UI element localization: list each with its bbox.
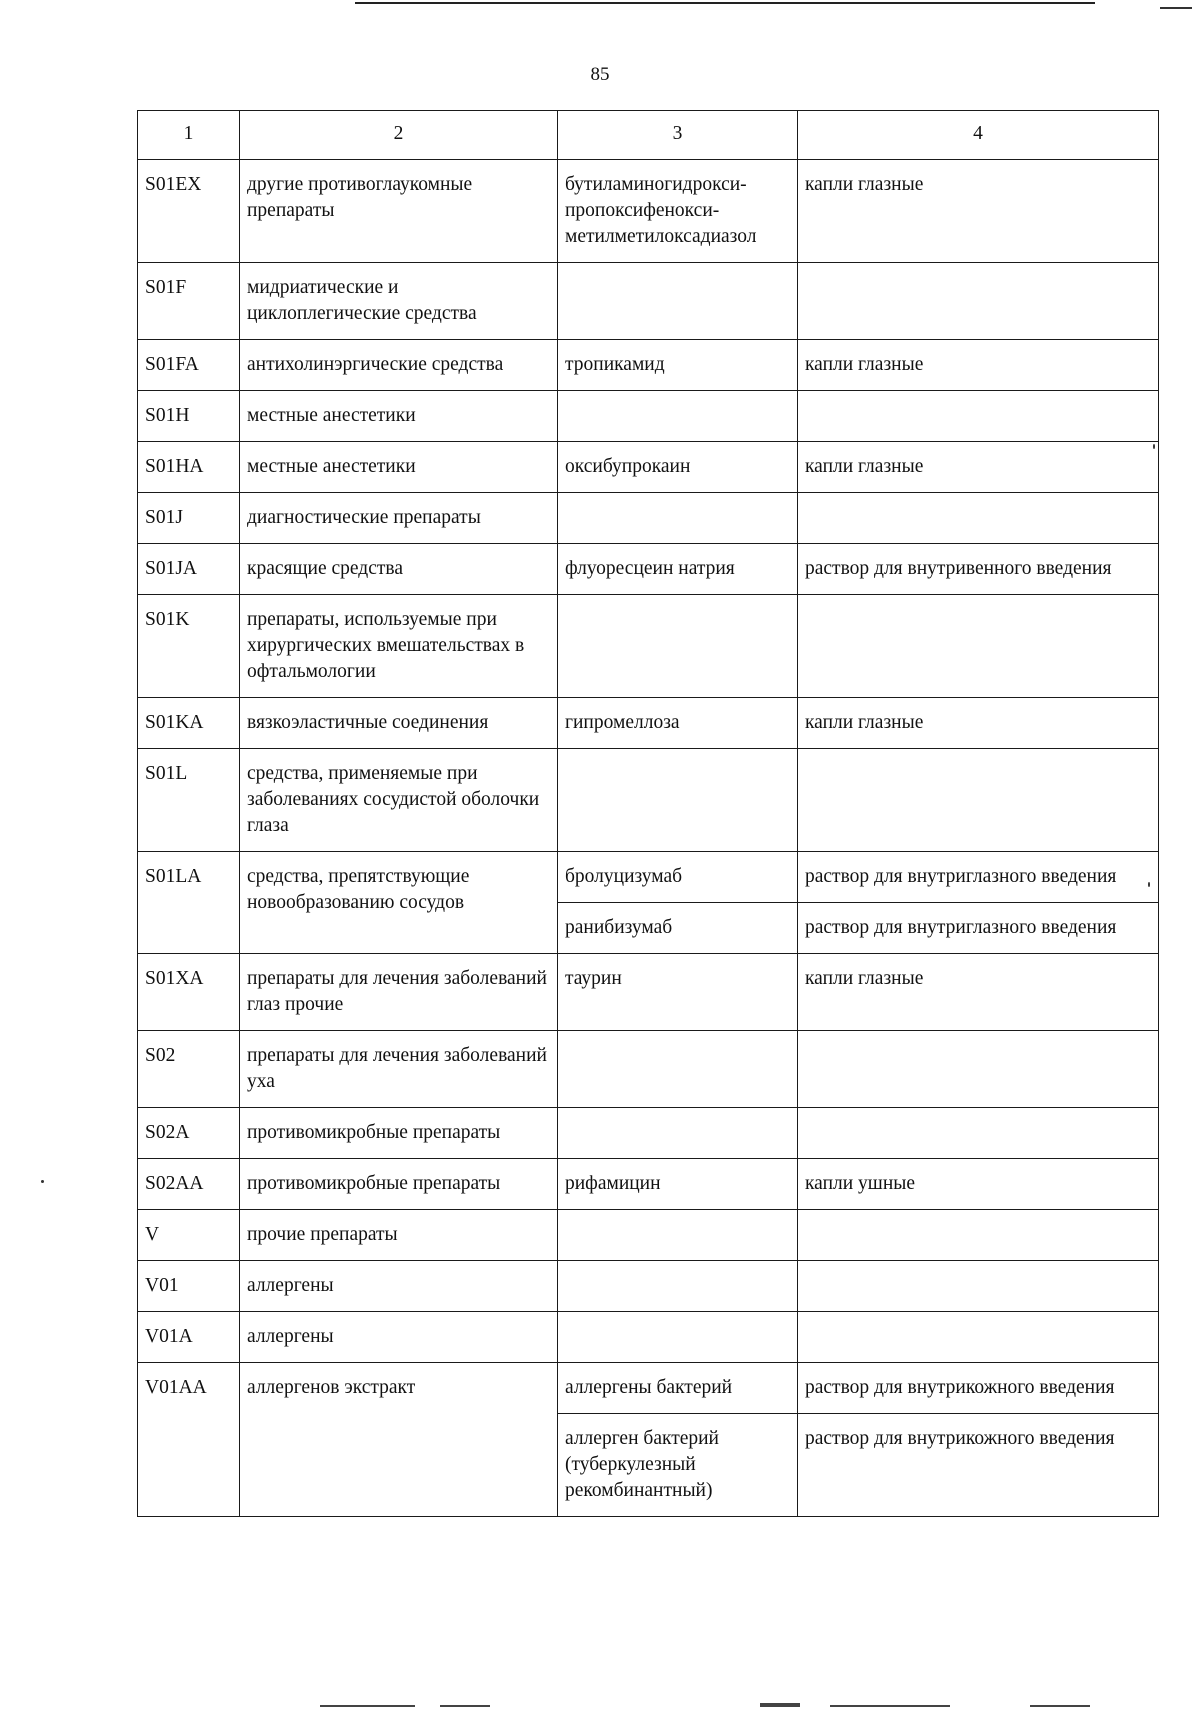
anatomical-therapeutic-group-cell: противомикробные препараты: [240, 1108, 558, 1159]
drug-name-cell: [558, 391, 798, 442]
atc-code-cell: V01AA: [138, 1363, 240, 1517]
dosage-form-cell: раствор для внутрикожного введения: [798, 1414, 1159, 1517]
table-row: [138, 391, 1159, 442]
atc-code-cell: S02A: [138, 1108, 240, 1159]
table-row: [138, 595, 1159, 698]
dosage-form-cell: [798, 1031, 1159, 1108]
drug-name-cell: [558, 263, 798, 340]
scan-bottom-mark: [760, 1703, 800, 1707]
table-row: [138, 1210, 1159, 1261]
table-row: [138, 1261, 1159, 1312]
anatomical-therapeutic-group-cell: другие противоглаукомные препараты: [240, 160, 558, 263]
drug-name-cell: [558, 749, 798, 852]
column-number-3: 3: [558, 111, 798, 160]
table-row: [138, 1031, 1159, 1108]
dosage-form-cell: [798, 263, 1159, 340]
atc-code-cell: S01HA: [138, 442, 240, 493]
scan-speck: [1148, 882, 1150, 887]
table-row: [138, 544, 1159, 595]
table-row: [138, 442, 1159, 493]
dosage-form-cell: раствор для внутривенного введения: [798, 544, 1159, 595]
atc-code-cell: S01K: [138, 595, 240, 698]
anatomical-therapeutic-group-cell: вязкоэластичные соединения: [240, 698, 558, 749]
scan-edge-line: [355, 2, 1095, 4]
anatomical-therapeutic-group-cell: препараты для лечения заболеваний глаз прочие: [240, 954, 558, 1031]
drug-name-cell: аллергены бактерий: [558, 1363, 798, 1414]
table-row: [138, 1363, 1159, 1414]
anatomical-therapeutic-group-cell: местные анестетики: [240, 391, 558, 442]
dosage-form-cell: капли глазные: [798, 442, 1159, 493]
dosage-form-cell: капли глазные: [798, 954, 1159, 1031]
drug-name-cell: [558, 1261, 798, 1312]
drug-name-cell: таурин: [558, 954, 798, 1031]
drug-name-cell: тропикамид: [558, 340, 798, 391]
dosage-form-cell: раствор для внутриглазного введения: [798, 852, 1159, 903]
drug-name-cell: [558, 1210, 798, 1261]
dosage-form-cell: [798, 1312, 1159, 1363]
dosage-form-cell: капли глазные: [798, 340, 1159, 391]
atc-code-cell: V: [138, 1210, 240, 1261]
scan-edge-line: [1160, 7, 1192, 9]
anatomical-therapeutic-group-cell: прочие препараты: [240, 1210, 558, 1261]
atc-code-cell: S01F: [138, 263, 240, 340]
table-row: [138, 160, 1159, 263]
anatomical-therapeutic-group-cell: средства, препятствующие новообразованию сосудов: [240, 852, 558, 954]
dosage-form-cell: капли глазные: [798, 160, 1159, 263]
drug-name-cell: бутиламиногидрокси-пропоксифенокси-метилметилоксадиазол: [558, 160, 798, 263]
drug-name-cell: оксибупрокаин: [558, 442, 798, 493]
table-row: [138, 954, 1159, 1031]
drug-name-cell: [558, 595, 798, 698]
column-number-4: 4: [798, 111, 1159, 160]
drug-name-cell: рифамицин: [558, 1159, 798, 1210]
atc-code-cell: S02: [138, 1031, 240, 1108]
table-row: [138, 340, 1159, 391]
drug-name-cell: [558, 1108, 798, 1159]
atc-code-cell: S01LA: [138, 852, 240, 954]
drug-name-cell: ранибизумаб: [558, 903, 798, 954]
scan-bottom-mark: [320, 1705, 415, 1707]
scan-speck: [41, 1180, 44, 1183]
atc-code-cell: V01: [138, 1261, 240, 1312]
atc-code-cell: S01J: [138, 493, 240, 544]
anatomical-therapeutic-group-cell: аллергенов экстракт: [240, 1363, 558, 1517]
dosage-form-cell: раствор для внутрикожного введения: [798, 1363, 1159, 1414]
table-row: [138, 749, 1159, 852]
anatomical-therapeutic-group-cell: диагностические препараты: [240, 493, 558, 544]
dosage-form-cell: [798, 391, 1159, 442]
atc-code-cell: S01L: [138, 749, 240, 852]
drug-name-cell: флуоресцеин натрия: [558, 544, 798, 595]
anatomical-therapeutic-group-cell: аллергены: [240, 1312, 558, 1363]
atc-code-cell: S01JA: [138, 544, 240, 595]
table-row: [138, 852, 1159, 903]
dosage-form-cell: [798, 493, 1159, 544]
drug-name-cell: гипромеллоза: [558, 698, 798, 749]
table-row: [138, 263, 1159, 340]
table-row: [138, 698, 1159, 749]
anatomical-therapeutic-group-cell: средства, применяемые при заболеваниях сосудистой оболочки глаза: [240, 749, 558, 852]
drug-name-cell: аллерген бактерий (туберкулезный рекомбинантный): [558, 1414, 798, 1517]
dosage-form-cell: [798, 1210, 1159, 1261]
dosage-form-cell: [798, 595, 1159, 698]
dosage-form-cell: раствор для внутриглазного введения: [798, 903, 1159, 954]
atc-code-cell: S02AA: [138, 1159, 240, 1210]
anatomical-therapeutic-group-cell: красящие средства: [240, 544, 558, 595]
anatomical-therapeutic-group-cell: антихолинэргические средства: [240, 340, 558, 391]
table-body: [138, 111, 1159, 1517]
anatomical-therapeutic-group-cell: противомикробные препараты: [240, 1159, 558, 1210]
table-row: [138, 1159, 1159, 1210]
dosage-form-cell: капли ушные: [798, 1159, 1159, 1210]
dosage-form-cell: [798, 749, 1159, 852]
atc-code-cell: S01EX: [138, 160, 240, 263]
dosage-form-cell: [798, 1108, 1159, 1159]
scan-bottom-mark: [440, 1705, 490, 1707]
page-number: 85: [590, 64, 610, 85]
drug-name-cell: [558, 1031, 798, 1108]
anatomical-therapeutic-group-cell: препараты, используемые при хирургических вмешательствах в офтальмологии: [240, 595, 558, 698]
anatomical-therapeutic-group-cell: мидриатические и циклоплегические средства: [240, 263, 558, 340]
table-header-row: [138, 111, 1159, 160]
column-number-1: 1: [138, 111, 240, 160]
atc-code-cell: V01A: [138, 1312, 240, 1363]
scan-speck: [1153, 444, 1155, 449]
dosage-form-cell: капли глазные: [798, 698, 1159, 749]
drug-name-cell: бролуцизумаб: [558, 852, 798, 903]
table-row: [138, 1108, 1159, 1159]
anatomical-therapeutic-group-cell: аллергены: [240, 1261, 558, 1312]
drug-classification-table: [137, 110, 1159, 1517]
atc-code-cell: S01FA: [138, 340, 240, 391]
scan-bottom-mark: [830, 1705, 950, 1707]
drug-name-cell: [558, 1312, 798, 1363]
scan-bottom-mark: [1030, 1705, 1090, 1707]
column-number-2: 2: [240, 111, 558, 160]
anatomical-therapeutic-group-cell: местные анестетики: [240, 442, 558, 493]
table-row: [138, 493, 1159, 544]
table-row: [138, 1312, 1159, 1363]
atc-code-cell: S01H: [138, 391, 240, 442]
anatomical-therapeutic-group-cell: препараты для лечения заболеваний уха: [240, 1031, 558, 1108]
atc-code-cell: S01KA: [138, 698, 240, 749]
drug-name-cell: [558, 493, 798, 544]
atc-code-cell: S01XA: [138, 954, 240, 1031]
dosage-form-cell: [798, 1261, 1159, 1312]
